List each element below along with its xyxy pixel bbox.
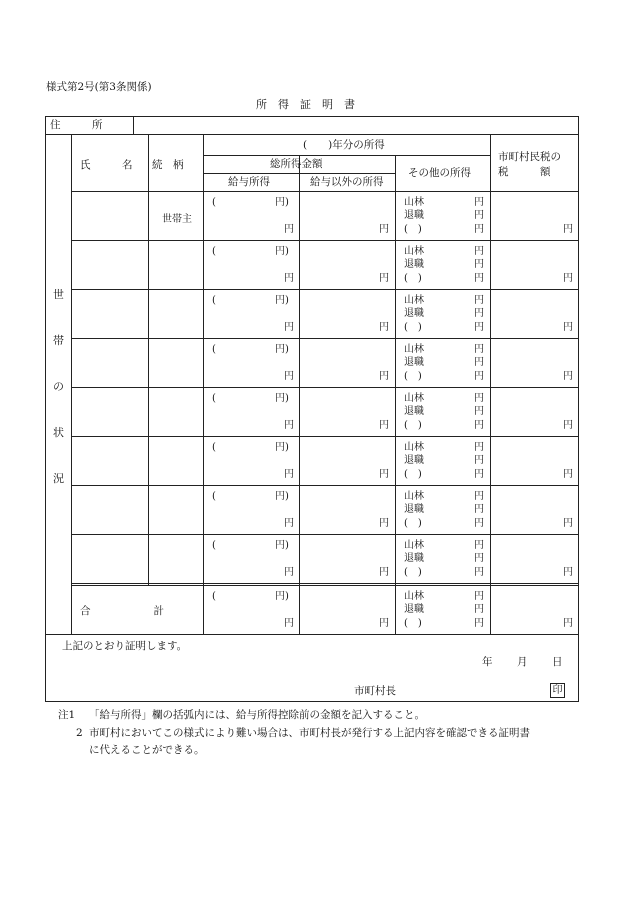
note-3-text: に代えることができる。 [89,744,205,756]
salary-yen: 円 [284,224,294,235]
non-salary-yen: 円 [379,371,389,382]
tax-yen: 円 [563,518,573,529]
salary-paren-open: ( [212,393,216,404]
non-salary-yen: 円 [379,618,389,629]
tax-yen: 円 [563,618,573,629]
salary-yen: 円 [284,518,294,529]
non-salary-yen: 円 [379,322,389,333]
salary-yen: 円 [284,273,294,284]
salary-paren-yen: 円) [275,442,289,453]
other-yen: 円 [474,618,484,629]
other-yen: 円 [474,273,484,284]
other-yen: 円 [474,371,484,382]
other-paren: ( ) [404,518,422,529]
seal-mark: 印 [550,683,565,698]
tax-yen: 円 [563,273,573,284]
other-yen: 円 [474,322,484,333]
non-salary-yen: 円 [379,273,389,284]
salary-paren-yen: 円) [275,197,289,208]
salary-yen: 円 [284,420,294,431]
header-relation: 続 柄 [152,159,184,171]
taishoku-yen: 円 [474,259,484,270]
header-non-salary: 給与以外の所得 [310,176,384,188]
header-other: その他の所得 [408,167,471,179]
other-paren: ( ) [404,567,422,578]
other-yen: 円 [474,469,484,480]
taishoku-label: 退職 [404,455,424,466]
taishoku-yen: 円 [474,210,484,221]
salary-yen: 円 [284,469,294,480]
header-tax-line2: 税 額 [498,166,551,178]
tax-yen: 円 [563,371,573,382]
other-paren: ( ) [404,420,422,431]
household-label-5: 況 [53,472,64,485]
salary-paren-yen: 円) [275,393,289,404]
sanrin-label: 山林 [404,344,424,355]
other-yen: 円 [474,420,484,431]
salary-paren-yen: 円) [275,591,289,602]
header-name: 氏 名 [80,159,133,171]
taishoku-yen: 円 [474,604,484,615]
salary-paren-yen: 円) [275,295,289,306]
tax-yen: 円 [563,224,573,235]
sanrin-label: 山林 [404,491,424,502]
header-year-income: ( )年分の所得 [303,139,385,151]
non-salary-yen: 円 [379,469,389,480]
header-total-income: 総所得金額 [270,158,323,170]
household-label-1: 世 [53,288,64,301]
taishoku-yen: 円 [474,504,484,515]
taishoku-label: 退職 [404,357,424,368]
sanrin-yen: 円 [474,491,484,502]
salary-paren-open: ( [212,344,216,355]
note-1-text: 「給与所得」欄の括弧内には、給与所得控除前の金額を記入すること。 [89,709,425,721]
total-label: 合 計 [80,605,164,617]
sanrin-yen: 円 [474,246,484,257]
taishoku-label: 退職 [404,604,424,615]
salary-paren-open: ( [212,591,216,602]
salary-yen: 円 [284,567,294,578]
tax-yen: 円 [563,469,573,480]
sanrin-label: 山林 [404,295,424,306]
salary-paren-open: ( [212,295,216,306]
form-number: 様式第2号(第3条関係) [46,81,152,93]
other-paren: ( ) [404,371,422,382]
taishoku-yen: 円 [474,406,484,417]
salary-paren-open: ( [212,540,216,551]
sanrin-yen: 円 [474,344,484,355]
note-1-num: 注1 [58,709,76,721]
address-field[interactable] [134,117,577,133]
certify-text: 上記のとおり証明します。 [62,640,188,652]
sanrin-yen: 円 [474,442,484,453]
salary-paren-open: ( [212,491,216,502]
salary-paren-yen: 円) [275,491,289,502]
salary-paren-yen: 円) [275,344,289,355]
non-salary-yen: 円 [379,567,389,578]
other-paren: ( ) [404,273,422,284]
date-month: 月 [517,656,528,668]
date-year: 年 [482,656,493,668]
taishoku-label: 退職 [404,504,424,515]
sanrin-label: 山林 [404,197,424,208]
sanrin-yen: 円 [474,393,484,404]
tax-yen: 円 [563,420,573,431]
taishoku-label: 退職 [404,308,424,319]
salary-yen: 円 [284,371,294,382]
tax-yen: 円 [563,567,573,578]
note-2-num: 2 [76,727,83,739]
sanrin-yen: 円 [474,197,484,208]
taishoku-yen: 円 [474,357,484,368]
salary-paren-yen: 円) [275,540,289,551]
household-label-2: 帯 [53,334,64,347]
salary-paren-open: ( [212,246,216,257]
sanrin-label: 山林 [404,591,424,602]
sanrin-label: 山林 [404,540,424,551]
tax-yen: 円 [563,322,573,333]
form-title: 所 得 証 明 書 [256,98,355,111]
date-day: 日 [552,656,563,668]
sanrin-yen: 円 [474,540,484,551]
taishoku-label: 退職 [404,259,424,270]
mayor-label: 市町村長 [354,685,396,697]
header-salary: 給与所得 [228,176,270,188]
other-paren: ( ) [404,322,422,333]
taishoku-label: 退職 [404,553,424,564]
taishoku-yen: 円 [474,455,484,466]
sanrin-label: 山林 [404,393,424,404]
taishoku-label: 退職 [404,406,424,417]
non-salary-yen: 円 [379,518,389,529]
sanrin-yen: 円 [474,295,484,306]
non-salary-yen: 円 [379,224,389,235]
non-salary-yen: 円 [379,420,389,431]
other-yen: 円 [474,224,484,235]
salary-yen: 円 [284,322,294,333]
other-yen: 円 [474,518,484,529]
other-paren: ( ) [404,618,422,629]
sanrin-label: 山林 [404,246,424,257]
salary-paren-open: ( [212,442,216,453]
sanrin-yen: 円 [474,591,484,602]
other-paren: ( ) [404,224,422,235]
sanrin-label: 山林 [404,442,424,453]
note-2-text: 市町村においてこの様式により難い場合は、市町村長が発行する上記内容を確認できる証明書 [89,727,530,739]
household-label-3: の [53,380,64,393]
household-label-4: 状 [53,426,64,439]
salary-paren-open: ( [212,197,216,208]
other-yen: 円 [474,567,484,578]
header-tax-line1: 市町村民税の [498,151,561,163]
taishoku-label: 退職 [404,210,424,221]
salary-yen: 円 [284,618,294,629]
row-relation: 世帯主 [162,214,192,225]
address-label: 住 所 [50,119,103,131]
salary-paren-yen: 円) [275,246,289,257]
taishoku-yen: 円 [474,553,484,564]
other-paren: ( ) [404,469,422,480]
taishoku-yen: 円 [474,308,484,319]
